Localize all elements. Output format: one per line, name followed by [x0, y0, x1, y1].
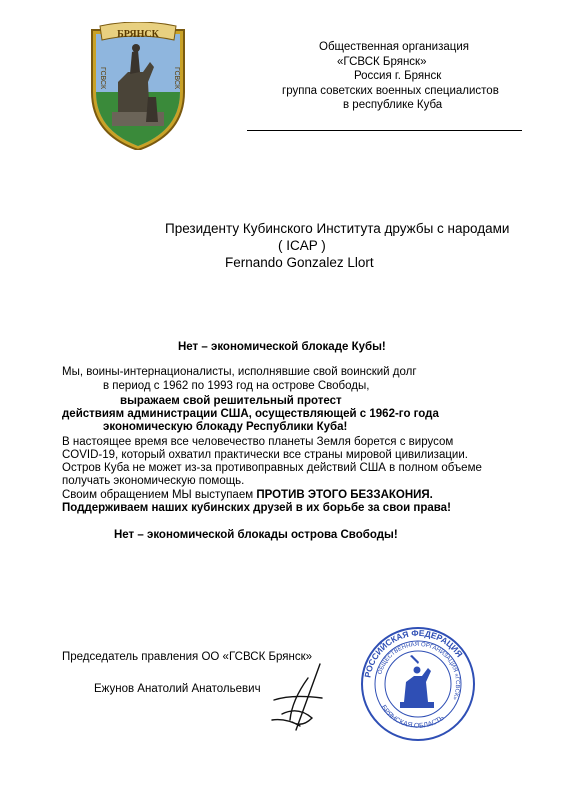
- appeal-emphasis: ПРОТИВ ЭТОГО БЕЗЗАКОНИЯ.: [256, 489, 433, 501]
- letter-closing: Нет – экономической блокады острова Свободы!: [114, 529, 398, 541]
- body-line: действиям администрации США, осуществляющей с 1962-го года: [62, 408, 439, 420]
- letter-headline: Нет – экономической блокаде Кубы!: [178, 341, 386, 353]
- org-name: «ГСВСК Брянск»: [337, 55, 427, 68]
- body-line: Остров Куба не может из-за противоправных действий США в полном объеме: [62, 462, 482, 474]
- addressee-line3: Fernando Gonzalez Llort: [225, 255, 374, 270]
- official-stamp: [358, 624, 478, 744]
- emblem-banner-text: БРЯНСК: [117, 29, 159, 40]
- body-line: экономическую блокаду Республики Куба!: [103, 421, 348, 433]
- body-line: получать экономическую помощь.: [62, 475, 245, 487]
- header-divider: [247, 130, 522, 131]
- body-line: [62, 489, 433, 502]
- body-line: в период с 1962 по 1993 год на острове Свободы,: [103, 380, 370, 392]
- signatory-name: Ежунов Анатолий Анатольевич: [94, 683, 261, 695]
- organization-emblem-logo: [88, 22, 188, 150]
- emblem-right-text: ГСВСК: [173, 67, 180, 90]
- body-line: COVID-19, который охватил практически все страны мировой цивилизации.: [62, 449, 468, 461]
- svg-text:РОССИЙСКАЯ ФЕДЕРАЦИЯ: [362, 628, 464, 678]
- body-line: выражаем свой решительный протест: [120, 395, 342, 407]
- emblem-left-text: ГСВСК: [99, 67, 106, 90]
- letterhead: [240, 40, 499, 113]
- stamp-ring-top: РОССИЙСКАЯ ФЕДЕРАЦИЯ: [362, 627, 465, 679]
- handwritten-signature: [262, 660, 342, 740]
- addressee-line1: Президенту Кубинского Института дружбы с народами: [165, 221, 510, 236]
- addressee-line2: ( ICAP ): [278, 238, 326, 253]
- body-line: В настоящее время все человечество планеты Земля борется с вирусом: [62, 436, 454, 448]
- stamp-ring-bottom: БРЯНСКАЯ ОБЛАСТЬ: [379, 704, 446, 730]
- body-line: Мы, воины-интернационалисты, исполнявшие свой воинский долг: [62, 366, 417, 378]
- org-group-line1: группа советских военных специалистов: [282, 84, 499, 97]
- stamp-ring-inner: ОБЩЕСТВЕННАЯ ОРГАНИЗАЦИЯ «ГСВСК»: [377, 641, 461, 701]
- signatory-title: Председатель правления ОО «ГСВСК Брянск»: [62, 651, 313, 663]
- body-line: Поддерживаем наших кубинских друзей в их борьбе за свои права!: [62, 502, 451, 514]
- org-location: Россия г. Брянск: [354, 70, 442, 82]
- appeal-text: Своим обращением МЫ выступаем: [62, 489, 257, 501]
- org-type: Общественная организация: [319, 41, 469, 53]
- org-group-line2: в республике Куба: [343, 99, 443, 111]
